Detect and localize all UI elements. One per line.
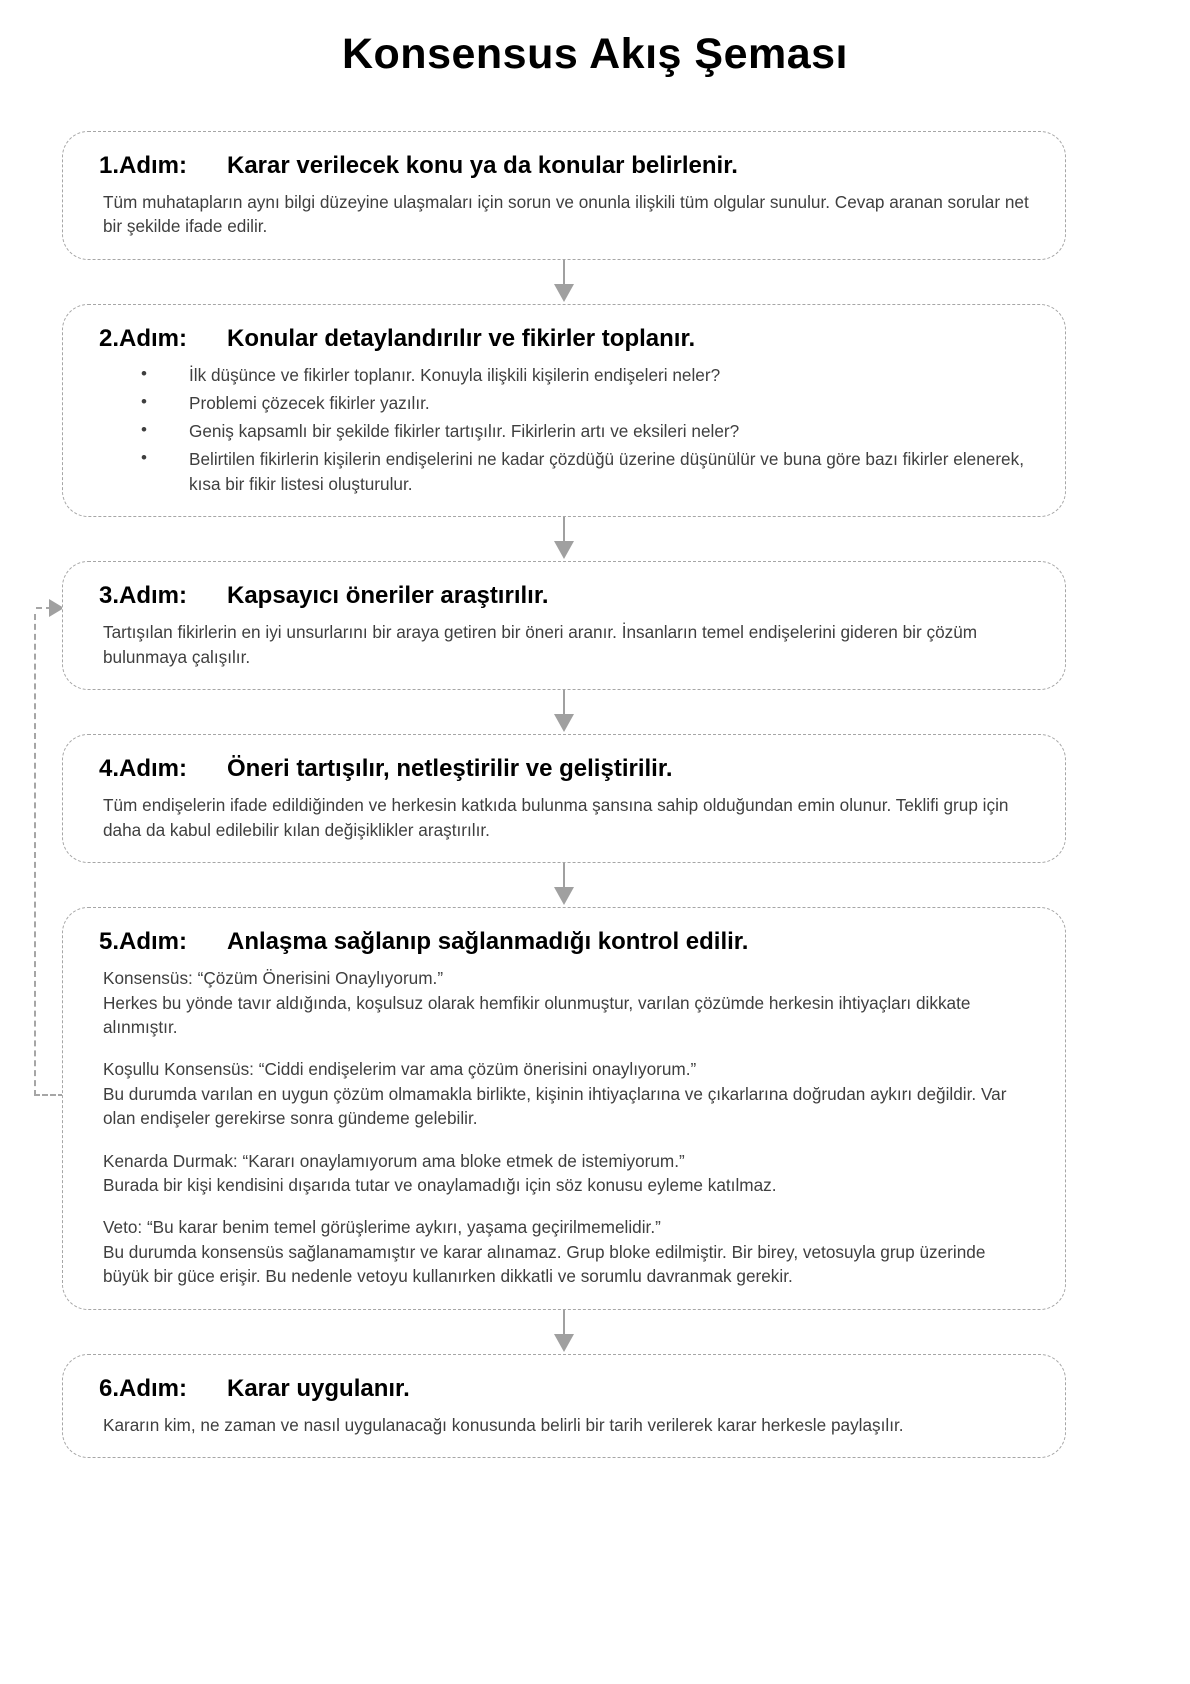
step-title-6: Karar uygulanır.: [227, 1374, 410, 1402]
step-title-2: Konular detaylandırılır ve fikirler toplanır.: [227, 324, 696, 352]
step-bullet-list-2: [89, 363, 1039, 498]
step-paragraph: Tüm endişelerin ifade edildiğinden ve herkesin katkıda bulunma şansına sahip olduğundan emin olunur. Teklifi grup için daha da kabul edilebilir kılan değişiklikler araştırılır.: [103, 795, 1009, 840]
step-box-1[interactable]: [62, 131, 1066, 260]
step-box-6[interactable]: [62, 1354, 1066, 1458]
arrow-head: [554, 887, 574, 905]
conditional-consensus-description: Bu durumda varılan en uygun çözüm olmamakla birlikte, kişinin ihtiyaçlarına ve çıkarlarına doğrudan aykırı değildir. Var olan endişeler gerekirse sonra gündeme gelebilir.: [103, 1083, 1007, 1129]
step-body-6: [103, 1413, 1033, 1437]
arrow-down-icon-2: [62, 517, 1066, 561]
step-number-2: 2.Adım:: [99, 324, 188, 352]
arrow-shaft: [563, 517, 565, 543]
step-paragraph: Tüm muhatapların aynı bilgi düzeyine ulaşmaları için sorun ve onunla ilişkili tüm olgular sunulur. Cevap aranan sorular net bir şekilde ifade edilir.: [103, 192, 1029, 237]
step-number-5: 5.Adım:: [99, 928, 188, 956]
step-number-1: 1.Adım:: [99, 152, 188, 179]
step-box-5[interactable]: [62, 907, 1066, 1310]
list-item: • Geniş kapsamlı bir şekilde fikirler tartışılır. Fikirlerin artı ve eksileri neler?: [141, 419, 1039, 444]
arrow-down-icon-3: [62, 690, 1066, 734]
arrow-head: [554, 284, 574, 302]
page-title: Konsensus Akış Şeması: [341, 30, 848, 78]
veto-description: Bu durumda konsensüs sağlanamamıştır ve karar alınamaz. Grup bloke edilmiştir. Bir birey, vetosuyla grup üzerinde büyük bir güce erişir. Bu nedenle vetoyu kullanırken dikkatli ve sorumlu davranmak gerekir.: [103, 1241, 986, 1287]
step-box-2[interactable]: [62, 304, 1066, 518]
arrow-head: [554, 1334, 574, 1352]
step-heading-3: [99, 582, 1039, 610]
step-title-5: Anlaşma sağlanıp sağlanmadığı kontrol edilir.: [227, 928, 749, 956]
list-item: • İlk düşünce ve fikirler toplanır. Konuyla ilişkili kişilerin endişeleri neler?: [141, 363, 1039, 388]
step-body-5: [103, 966, 1033, 1289]
step-body-3: [103, 620, 1033, 669]
step-number-4: 4.Adım:: [99, 755, 188, 783]
feedback-arrow-stem: [36, 607, 52, 609]
feedback-bottom-line: [34, 1094, 64, 1096]
step-paragraph: Kararın kim, ne zaman ve nasıl uygulanacağı konusunda belirli bir tarih verilerek karar herkesle paylaşılır.: [103, 1414, 904, 1435]
step-body-1: [103, 190, 1033, 239]
arrow-down-icon-5: [62, 1310, 1066, 1354]
step-title-4: Öneri tartışılır, netleştirilir ve geliştirilir.: [227, 755, 673, 783]
veto-definition: Veto: “Bu karar benim temel görüşlerime aykırı, yaşama geçirilmemelidir.”: [103, 1217, 661, 1238]
arrow-shaft: [563, 863, 565, 889]
step-title-3: Kapsayıcı öneriler araştırılır.: [227, 582, 549, 610]
step-heading-6: [99, 1375, 1039, 1403]
step-number-6: 6.Adım:: [99, 1374, 188, 1402]
step-heading-1: [99, 152, 1039, 180]
step-heading-5: [99, 928, 1039, 956]
step-paragraph: Tartışılan fikirlerin en iyi unsurlarını bir araya getiren bir öneri aranır. İnsanların temel endişelerini gideren bir çözüm bulunmaya çalışılır.: [103, 622, 978, 667]
arrow-down-icon-4: [62, 863, 1066, 907]
arrow-head: [554, 541, 574, 559]
feedback-vertical-line: [34, 614, 36, 1096]
step-box-3[interactable]: [62, 561, 1066, 690]
arrow-head: [554, 714, 574, 732]
conditional-consensus-definition: Koşullu Konsensüs: “Ciddi endişelerim var ama çözüm önerisini onaylıyorum.”: [103, 1059, 697, 1080]
arrow-right-icon: [36, 599, 64, 617]
list-item: • Problemi çözecek fikirler yazılır.: [141, 391, 1039, 416]
stand-aside-definition: Kenarda Durmak: “Kararı onaylamıyorum ama bloke etmek de istemiyorum.”: [103, 1150, 685, 1171]
arrow-shaft: [563, 690, 565, 716]
step-number-3: 3.Adım:: [99, 582, 188, 610]
list-item: • Belirtilen fikirlerin kişilerin endişelerini ne kadar çözdüğü üzerine düşünülür ve buna göre bazı fikirler elenerek, kısa bir fikir listesi oluşturulur.: [141, 447, 1039, 497]
consensus-definition: Konsensüs: “Çözüm Önerisini Onaylıyorum.”: [103, 968, 444, 989]
flow-column: [62, 131, 1066, 1458]
stand-aside-description: Burada bir kişi kendisini dışarıda tutar ve onaylamadığı için söz konusu eyleme katılmaz.: [103, 1175, 777, 1196]
arrow-down-icon-1: [62, 260, 1066, 304]
arrow-shaft: [563, 260, 565, 286]
step-body-4: [103, 793, 1033, 842]
step-heading-4: [99, 755, 1039, 783]
consensus-description: Herkes bu yönde tavır aldığında, koşulsuz olarak hemfikir olunmuştur, varılan çözümde herkesin ihtiyaçları dikkate alınmıştır.: [103, 992, 971, 1037]
arrow-shaft: [563, 1310, 565, 1336]
step-box-4[interactable]: [62, 734, 1066, 863]
step-title-1: Karar verilecek konu ya da konular belirlenir.: [227, 152, 738, 179]
step-heading-2: [99, 325, 1039, 353]
